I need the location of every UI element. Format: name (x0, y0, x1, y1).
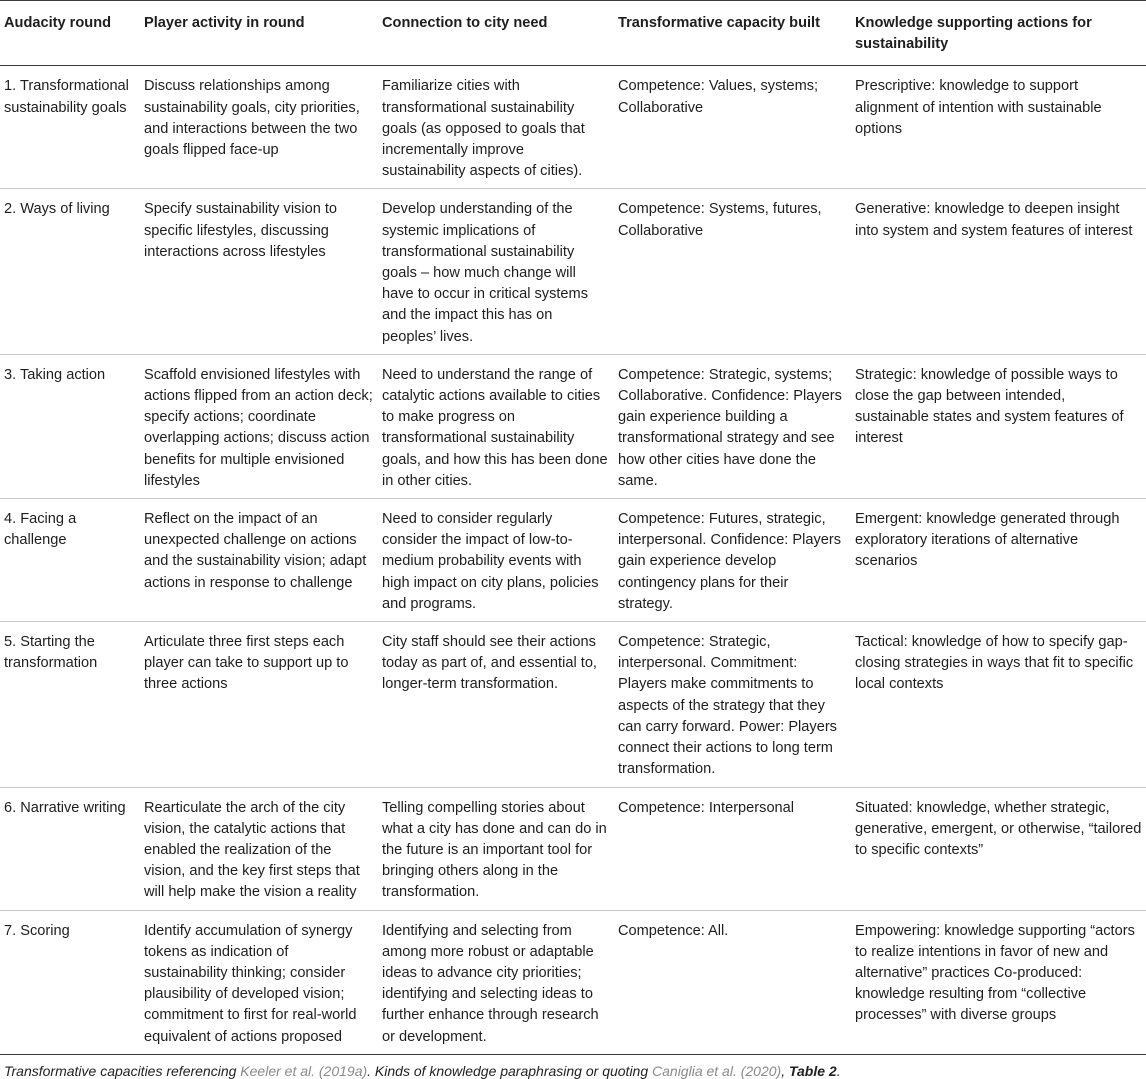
table-cell: Competence: Values, systems; Collaborative (618, 78, 819, 116)
table-cell: Competence: Systems, futures, Collaborative (618, 201, 822, 239)
table-cell: Competence: Strategic, systems; Collaborative. Confidence: Players gain experience building a transformational strategy and see how other cities have done the same. (618, 366, 842, 489)
table-cell: Competence: Futures, strategic, interpersonal. Confidence: Players gain experience develop contingency plans for their strategy. (618, 511, 842, 612)
table-row (0, 499, 1146, 622)
table-cell: Competence: All. (618, 922, 729, 939)
citation-link-caniglia[interactable]: Caniglia et al. (2020) (652, 1062, 782, 1079)
table-cell: Develop understanding of the systemic implications of transformational sustainability goals – how much change will have to occur in critical systems and the impact this has on peoples’ lives. (382, 201, 589, 345)
header-connection-city-need: Connection to city need (382, 15, 548, 31)
table-cell: 2. Ways of living (4, 201, 110, 218)
table-cell: Telling compelling stories about what a city has done and can do in the future is an important tool for bringing others along in the transformation. (382, 799, 607, 901)
header-transformative-capacity: Transformative capacity built (618, 15, 820, 31)
table-cell: 6. Narrative writing (4, 799, 126, 816)
caption-text: , (781, 1062, 789, 1079)
table-cell: Identifying and selecting from among more robust or adaptable ideas to advance city priorities; identifying and selecting ideas to further enhance through research or development. (382, 922, 599, 1045)
table-cell: Need to understand the range of catalytic actions available to cities to make progress on transformational sustainability goals, and how this has been done in other cities. (382, 366, 608, 489)
table-row (0, 787, 1146, 910)
caption-text: . (836, 1062, 841, 1079)
table-header-row (0, 1, 1146, 66)
header-audacity-round: Audacity round (4, 15, 112, 31)
table-row (0, 66, 1146, 189)
table-cell: City staff should see their actions today as part of, and essential to, longer-term transformation. (382, 634, 597, 693)
table-cell: Scaffold envisioned lifestyles with actions flipped from an action deck; specify actions; coordinate overlapping actions; discuss action benefits for multiple envisioned lifestyles (144, 366, 373, 489)
table-cell: Strategic: knowledge of possible ways to close the gap between intended, sustainable states and system features of interest (855, 366, 1124, 447)
table-row (0, 910, 1146, 1054)
table-cell: 7. Scoring (4, 922, 70, 939)
table-cell: Situated: knowledge, whether strategic, generative, emergent, or otherwise, “tailored to specific contexts” (855, 799, 1142, 858)
table-cell: Identify accumulation of synergy tokens as indication of sustainability thinking; consider plausibility of developed vision; commitment to first for real-world equivalent of actions proposed (144, 922, 357, 1045)
header-player-activity: Player activity in round (144, 15, 305, 31)
table-cell: 1. Transformational sustainability goals (4, 78, 129, 116)
table-cell: Specify sustainability vision to specific lifestyles, discussing interactions across lifestyles (144, 201, 338, 260)
caption-text: Transformative capacities referencing (4, 1062, 241, 1079)
table-cell: Articulate three first steps each player can take to support up to three actions (144, 634, 349, 693)
table-cell: Discuss relationships among sustainability goals, city priorities, and interactions between the two goals flipped face-up (144, 78, 360, 159)
table-cell: Competence: Interpersonal (618, 799, 795, 816)
table-cell: 4. Facing a challenge (4, 511, 77, 549)
citation-link-keeler[interactable]: Keeler et al. (2019a) (240, 1062, 368, 1079)
caption-text: . Kinds of knowledge paraphrasing or quoting (367, 1062, 653, 1079)
table-reference-link[interactable]: Table 2 (788, 1062, 837, 1079)
table-cell: Reflect on the impact of an unexpected challenge on actions and the sustainability vision; adapt actions in response to challenge (144, 511, 367, 591)
table-cell: Tactical: knowledge of how to specify gap-closing strategies in ways that fit to specific local contexts (855, 634, 1134, 693)
table-cell: 5. Starting the transformation (4, 634, 98, 672)
table-row (0, 189, 1146, 354)
header-knowledge-supporting: Knowledge supporting actions for sustainability (855, 15, 1092, 53)
table-cell: Competence: Strategic, interpersonal. Commitment: Players make commitments to aspects of the strategy that they can carry forward. Power: Players connect their actions to long term transformation. (618, 634, 837, 778)
table-row (0, 622, 1146, 787)
table-cell: Generative: knowledge to deepen insight into system and system features of interest (855, 201, 1133, 239)
table-cell: Need to consider regularly consider the impact of low-to-medium probability events with high impact on city plans, policies and programs. (382, 511, 599, 612)
table-row (0, 354, 1146, 498)
table-cell: 3. Taking action (4, 366, 106, 383)
table-cell: Prescriptive: knowledge to support alignment of intention with sustainable options (855, 78, 1102, 137)
table-cell: Empowering: knowledge supporting “actors to realize intentions in favor of new and alternative” practices Co-produced: knowledge resulting from “collective processes” with diverse groups (855, 922, 1135, 1024)
table-cell: Rearticulate the arch of the city vision, the catalytic actions that enabled the realization of the vision, and the key first steps that will help make the vision a reality (144, 799, 360, 901)
table-caption (0, 1055, 1146, 1079)
table-cell: Familiarize cities with transformational sustainability goals (as opposed to goals that incrementally improve sustainability aspects of cities). (382, 78, 585, 180)
table-cell: Emergent: knowledge generated through exploratory iterations of alternative scenarios (855, 511, 1120, 570)
